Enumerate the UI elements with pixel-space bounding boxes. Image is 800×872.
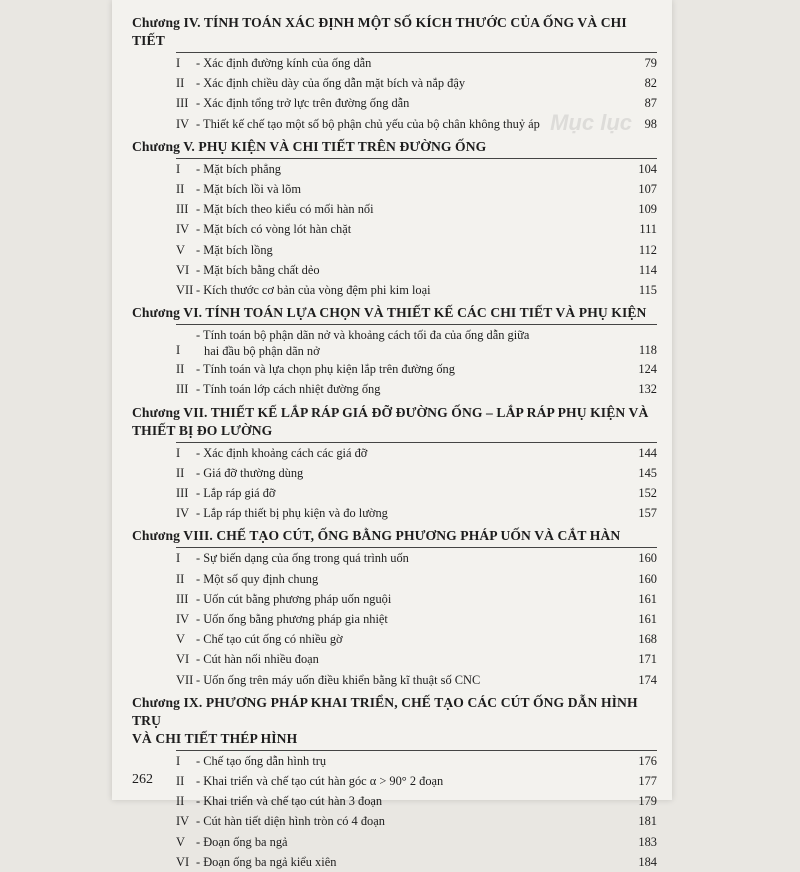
section-title: - Đoạn ống ba ngả kiểu xiên [196, 854, 337, 869]
section-title: - Mặt bích bằng chất dẻo [196, 262, 320, 277]
section-number: V [176, 242, 185, 257]
section-page-number: 114 [638, 262, 657, 277]
section-page-number: 82 [644, 76, 657, 91]
chapter-entries [176, 751, 657, 872]
section-title: - Đoạn ống ba ngả [196, 834, 288, 849]
section-number: I [176, 551, 181, 566]
section-page-number: 161 [638, 612, 657, 627]
chapter-heading [132, 527, 657, 545]
toc-entry[interactable] [176, 649, 657, 669]
section-page-number: 177 [638, 774, 657, 789]
section-number: II [176, 774, 185, 789]
section-page-number: 176 [638, 753, 657, 768]
section-title: - Thiết kế chế tạo một số bộ phận chủ yếu của bộ chân không thuỷ áp [196, 116, 540, 131]
section-number: III [176, 96, 189, 111]
toc-entry[interactable] [176, 852, 657, 872]
section-number: VII [176, 283, 194, 298]
section-title: - Mặt bích lồng [196, 242, 273, 257]
section-title: - Kích thước cơ bản của vòng đệm phi kim loại [196, 283, 431, 298]
section-title: - Khai triển và chế tạo cút hàn góc α > 90° 2 đoạn [196, 774, 444, 789]
chapter-heading [132, 14, 657, 50]
section-title: - Mặt bích theo kiểu có mối hàn nối [196, 202, 374, 217]
toc-entry[interactable] [176, 569, 657, 589]
section-number: VI [176, 262, 190, 277]
section-page-number: 152 [638, 486, 657, 501]
section-title: - Tính toán lớp cách nhiệt đường ống [196, 382, 381, 397]
toc-entry[interactable] [176, 609, 657, 629]
section-number: III [176, 591, 189, 606]
chapter-title-line: Chương VI. TÍNH TOÁN LỰA CHỌN VÀ THIẾT KẾ CÁC CHI TIẾT VÀ PHỤ KIỆN [132, 305, 647, 321]
section-number: III [176, 202, 189, 217]
section-page-number: 104 [638, 161, 657, 176]
toc-entry[interactable] [176, 771, 657, 791]
section-page-number: 179 [638, 794, 657, 809]
section-number: IV [176, 612, 190, 627]
section-title: - Xác định chiều dày của ống dẫn mặt bích và nắp đậy [196, 76, 466, 91]
section-number: II [176, 362, 185, 377]
section-number: VI [176, 854, 190, 869]
section-page-number: 181 [638, 814, 657, 829]
toc-entry[interactable] [176, 73, 657, 93]
section-page-number: 174 [638, 672, 657, 687]
page-number: 262 [132, 772, 153, 787]
section-title: - Một số quy định chung [196, 571, 319, 586]
toc-entry[interactable] [176, 670, 657, 690]
toc-entry[interactable] [176, 751, 657, 771]
section-page-number: 145 [638, 465, 657, 480]
section-number: VI [176, 652, 190, 667]
section-page-number: 111 [639, 222, 657, 237]
toc-entry[interactable] [176, 159, 657, 179]
toc-entry[interactable] [176, 93, 657, 113]
toc-entry[interactable] [176, 260, 657, 280]
section-page-number: 184 [638, 854, 657, 869]
section-title: - Uốn ống bằng phương pháp gia nhiệt [196, 612, 388, 627]
toc-entry[interactable] [176, 589, 657, 609]
toc-entry[interactable] [176, 240, 657, 260]
chapter-title-line: Chương VIII. CHẾ TẠO CÚT, ỐNG BẰNG PHƯƠNG PHÁP UỐN VÀ CẮT HÀN [132, 528, 621, 544]
book-page [112, 0, 672, 869]
section-page-number: 157 [638, 506, 657, 521]
section-title: - Chế tạo cút ống có nhiều gờ [196, 632, 343, 647]
section-title: - Lắp ráp giá đỡ [196, 486, 276, 501]
toc-entry[interactable] [176, 548, 657, 568]
chapter-heading [132, 694, 657, 748]
section-page-number: 160 [638, 551, 657, 566]
section-title: - Mặt bích phẳng [196, 161, 281, 176]
toc-entry[interactable] [176, 359, 657, 379]
chapter-title-line: THIẾT BỊ ĐO LƯỜNG [132, 422, 273, 438]
bleed-through-watermark: Mục lục [550, 110, 632, 135]
section-title: - Xác định đường kính của ống dẫn [196, 56, 372, 70]
section-number: IV [176, 814, 190, 829]
toc-entry[interactable] [176, 629, 657, 649]
chapter-heading [132, 404, 657, 440]
toc-entry[interactable] [176, 325, 657, 359]
toc-entry[interactable] [176, 280, 657, 300]
section-page-number: 98 [644, 116, 657, 131]
section-number: IV [176, 116, 190, 131]
section-number: I [176, 161, 181, 176]
section-title: - Sự biến dạng của ống trong quá trình uốn [196, 551, 409, 566]
section-title: - Giá đỡ thường dùng [196, 465, 304, 480]
section-title: - Cút hàn tiết diện hình tròn có 4 đoạn [196, 814, 385, 829]
section-title: - Uốn ống trên máy uốn điều khiển bằng kĩ thuật số CNC [196, 672, 481, 687]
toc-entry[interactable] [176, 832, 657, 852]
section-title [196, 325, 629, 359]
section-page-number: 87 [644, 96, 657, 111]
toc-entry[interactable] [176, 199, 657, 219]
section-number: I [176, 343, 181, 358]
section-page-number: 144 [638, 445, 657, 460]
section-title: - Chế tạo ống dẫn hình trụ [196, 753, 327, 768]
section-page-number: 124 [638, 362, 657, 377]
section-title: - Mặt bích có vòng lót hàn chặt [196, 222, 352, 237]
section-number: III [176, 486, 189, 501]
chapter-entries [176, 159, 657, 300]
section-page-number: 161 [638, 591, 657, 606]
section-title: - Xác định tổng trở lực trên đường ống dẫn [196, 96, 410, 111]
section-page-number: 112 [638, 242, 657, 257]
section-number: II [176, 571, 185, 586]
section-number: I [176, 56, 181, 70]
section-number: II [176, 182, 185, 197]
toc-entry[interactable] [176, 179, 657, 199]
section-number: IV [176, 506, 190, 521]
section-number: II [176, 794, 185, 809]
chapter-entries [176, 325, 657, 399]
section-title: - Lắp ráp thiết bị phụ kiện và đo lường [196, 506, 388, 521]
chapter-title-line: Chương VII. THIẾT KẾ LẮP RÁP GIÁ ĐỠ ĐƯỜNG ỐNG – LẮP RÁP PHỤ KIỆN VÀ [132, 404, 649, 420]
section-page-number: 107 [638, 182, 657, 197]
section-page-number: 115 [638, 283, 657, 298]
section-number: V [176, 834, 185, 849]
section-number: II [176, 465, 185, 480]
section-title: - Uốn cút bằng phương pháp uốn nguội [196, 591, 392, 606]
section-number: I [176, 753, 181, 768]
section-page-number: 109 [638, 202, 657, 217]
chapter-heading [132, 138, 657, 156]
section-title: - Khai triển và chế tạo cút hàn 3 đoạn [196, 794, 383, 809]
chapter-heading [132, 304, 657, 322]
chapter-title-line: VÀ CHI TIẾT THÉP HÌNH [132, 730, 298, 746]
section-title-line: hai đầu bộ phận dãn nở [204, 344, 320, 359]
section-number: III [176, 382, 189, 397]
section-title-line: - Tính toán bộ phận dãn nở và khoảng cách tối đa của ống dẫn giữa [196, 328, 530, 343]
toc-entry[interactable] [176, 219, 657, 239]
section-page-number: 132 [638, 382, 657, 397]
chapter-title-line: Chương IX. PHƯƠNG PHÁP KHAI TRIỂN, CHẾ TẠO CÁC CÚT ỐNG DẪN HÌNH TRỤ [132, 694, 638, 728]
section-title: - Mặt bích lồi và lõm [196, 182, 301, 197]
chapter-entries [176, 548, 657, 689]
toc-entry[interactable] [176, 463, 657, 483]
section-page-number: 183 [638, 834, 657, 849]
section-page-number: 79 [644, 56, 657, 70]
section-number: V [176, 632, 185, 647]
section-page-number: 168 [638, 632, 657, 647]
table-of-contents [132, 10, 657, 872]
chapter-title-line: Chương IV. TÍNH TOÁN XÁC ĐỊNH MỘT SỐ KÍCH THƯỚC CỦA ỐNG VÀ CHI TIẾT [132, 15, 627, 48]
section-number: IV [176, 222, 190, 237]
chapter-entries [176, 443, 657, 524]
chapter-title-line: Chương V. PHỤ KIỆN VÀ CHI TIẾT TRÊN ĐƯỜNG ỐNG [132, 138, 487, 154]
toc-entry[interactable] [176, 483, 657, 503]
toc-entry[interactable] [176, 503, 657, 523]
section-number: II [176, 76, 185, 91]
toc-entry[interactable] [176, 791, 657, 811]
section-page-number: 160 [638, 571, 657, 586]
toc-entry[interactable] [176, 114, 657, 134]
toc-entry[interactable] [176, 53, 657, 73]
section-page-number: 118 [638, 343, 657, 358]
section-page-number: 171 [638, 652, 657, 667]
toc-entry[interactable] [176, 379, 657, 399]
section-title: - Tính toán và lựa chọn phụ kiện lắp trên đường ống [196, 362, 455, 377]
toc-entry[interactable] [176, 811, 657, 831]
section-title: - Cút hàn nối nhiều đoạn [196, 652, 319, 667]
chapter-entries [176, 53, 657, 134]
toc-entry[interactable] [176, 443, 657, 463]
section-number: I [176, 445, 181, 460]
section-number: VII [176, 672, 194, 687]
section-title: - Xác định khoảng cách các giá đỡ [196, 445, 368, 460]
